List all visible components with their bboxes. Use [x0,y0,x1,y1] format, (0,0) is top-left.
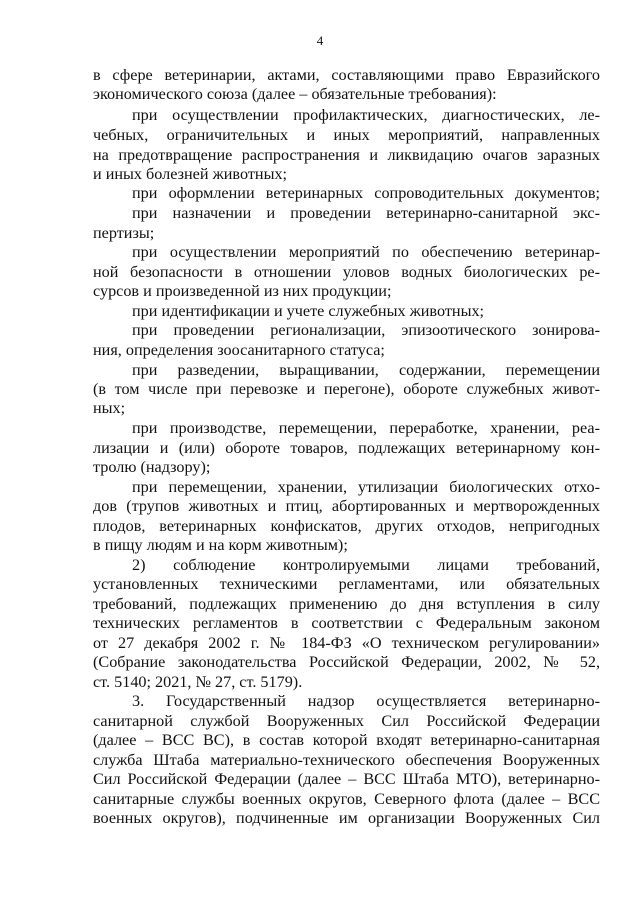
text-line: Сил Российской Федерации (далее – ВСС Штаба МТО), ветеринарно- [93,770,600,788]
text-line: ст. 5140; 2021, № 27, ст. 5179). [93,673,303,691]
text-line: при назначении и проведении ветеринарно-санитарной экс- [132,204,600,222]
text-line: требований, подлежащих применению до дня вступления в силу [93,595,600,613]
text-line: ния, определения зоосанитарного статуса; [93,341,385,359]
text-line: чебных, ограничительных и иных мероприятий, направленных [93,126,600,144]
text-line: 2) соблюдение контролируемыми лицами требований, [132,556,600,574]
text-line: на предотвращение распространения и ликвидацию очагов заразных [93,146,600,164]
text-line: при разведении, выращивании, содержании, перемещении [132,361,600,379]
text-line: плодов, ветеринарных конфискатов, других отходов, непригодных [93,517,600,535]
text-line: ной безопасности в отношении уловов водных биологических ре- [93,263,600,281]
text-line: 3. Государственный надзор осуществляется ветеринарно- [132,692,600,710]
text-line: дов (трупов животных и птиц, абортированных и мертворожденных [93,497,600,515]
text-line: технических регламентов в соответствии с Федеральным законом [93,614,600,632]
text-line: санитарные службы военных округов, Северного флота (далее – ВСС [93,790,600,808]
text-line: установленных техническими регламентами, или обязательных [93,575,600,593]
text-line: экономического союза (далее – обязательные требования): [93,85,497,103]
text-line: служба Штаба материально-технического обеспечения Вооруженных [93,751,600,769]
page-number: 4 [316,33,324,48]
text-line: военных округов), подчиненные им организации Вооруженных Сил [93,809,600,827]
text-line: при перемещении, хранении, утилизации биологических отхо- [132,478,600,496]
text-line: при осуществлении мероприятий по обеспечению ветеринар- [132,243,600,261]
text-line: сурсов и произведенной из них продукции; [93,282,392,300]
text-line: лизации и (или) обороте товаров, подлежащих ветеринарному кон- [93,439,600,457]
text-line: при проведении регионализации, эпизоотического зонирова- [132,321,600,339]
text-line: от 27 декабря 2002 г. № 184-ФЗ «О техническом регулировании» [93,634,600,652]
text-line: ных; [93,399,126,417]
text-line: (Собрание законодательства Российской Федерации, 2002, № 52, [93,653,600,671]
text-line: пертизы; [93,224,155,242]
text-line: в пищу людям и на корм животным); [93,536,348,554]
text-line: тролю (надзору); [93,458,211,476]
text-line: санитарной службой Вооруженных Сил Российской Федерации [93,712,600,730]
text-line: в сфере ветеринарии, актами, составляющими право Евразийского [93,66,600,84]
text-line: (в том числе при перевозке и перегоне), обороте служебных живот- [93,380,600,398]
text-line: при производстве, перемещении, переработке, хранении, реа- [132,419,600,437]
text-line: и иных болезней животных; [93,165,288,183]
text-line: при идентификации и учете служебных животных; [132,302,485,320]
text-line: (далее – ВСС ВС), в состав которой входят ветеринарно-санитарная [93,731,600,749]
text-line: при осуществлении профилактических, диагностических, ле- [132,106,600,124]
text-line: при оформлении ветеринарных сопроводительных документов; [132,184,600,202]
